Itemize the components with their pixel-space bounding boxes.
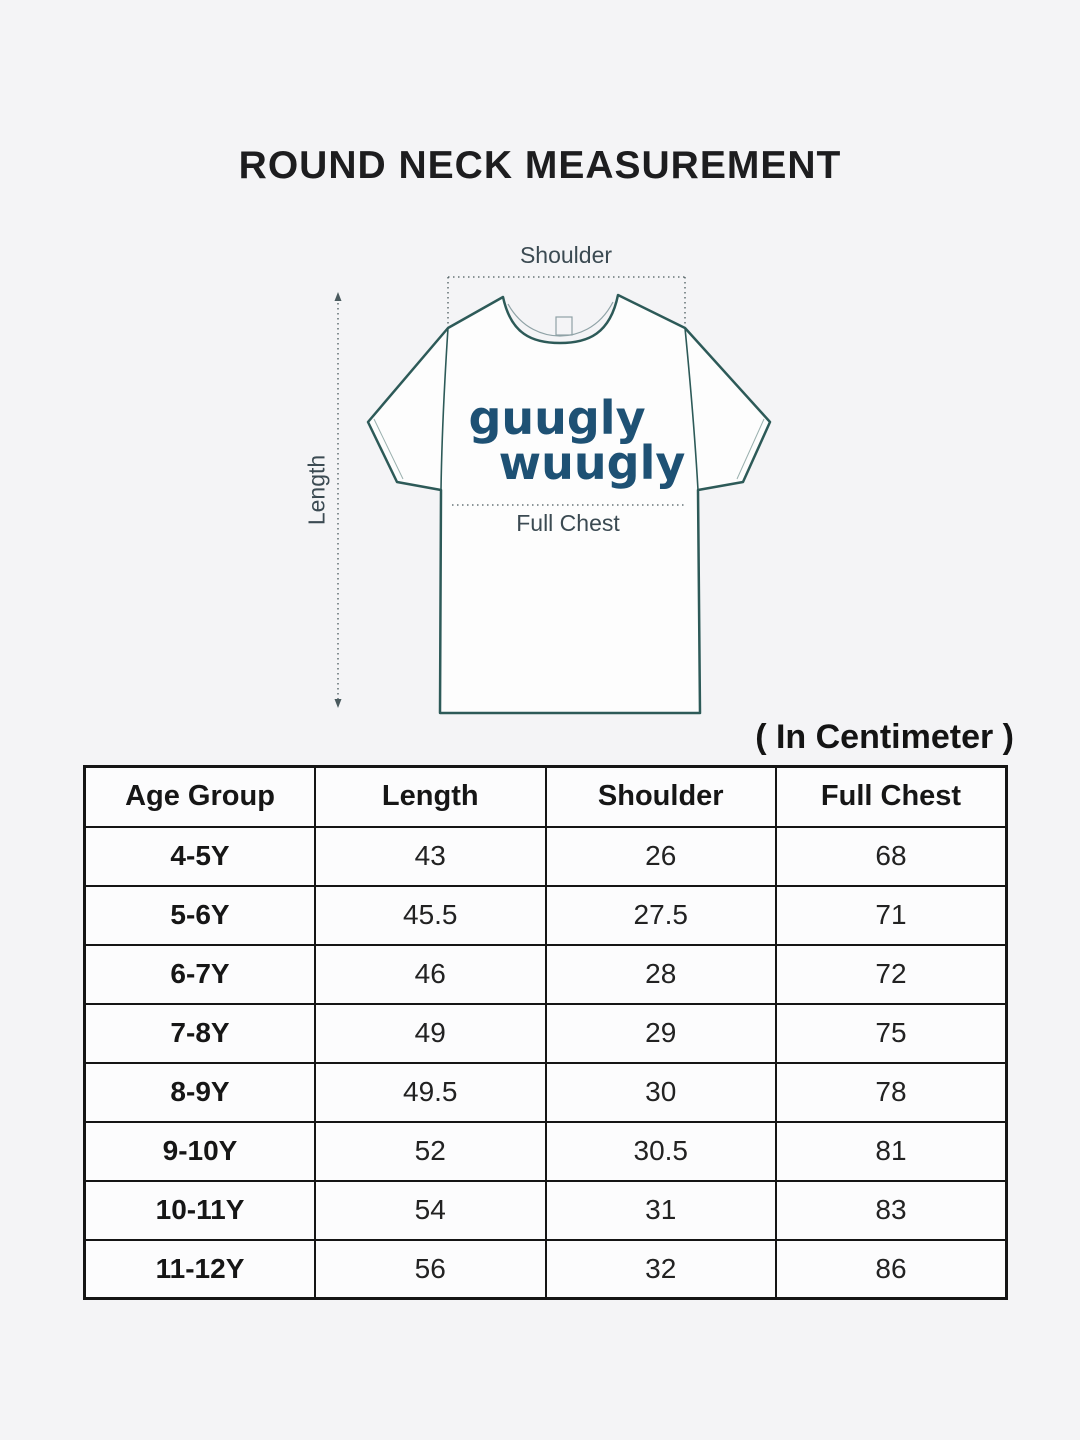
- collar-inner-line: [508, 302, 613, 336]
- length-dimension-label: Length: [303, 454, 330, 526]
- size-table-body: [85, 827, 1007, 1299]
- shoulder-cell: 30: [546, 1063, 777, 1122]
- tshirt-outline: [368, 295, 770, 713]
- length-cell: 52: [315, 1122, 546, 1181]
- length-cell: 54: [315, 1181, 546, 1240]
- size-table: [83, 765, 1008, 1300]
- full-chest-cell: 71: [776, 886, 1007, 945]
- age-group-cell: 6-7Y: [85, 945, 316, 1004]
- length-cell: 49.5: [315, 1063, 546, 1122]
- table-row: [85, 1122, 1007, 1181]
- length-cell: 46: [315, 945, 546, 1004]
- length-cell: 45.5: [315, 886, 546, 945]
- length-cell: 56: [315, 1240, 546, 1299]
- age-group-cell: 4-5Y: [85, 827, 316, 886]
- table-row: [85, 1240, 1007, 1299]
- length-arrow-top: [335, 292, 342, 301]
- age-group-cell: 11-12Y: [85, 1240, 316, 1299]
- shoulder-cell: 26: [546, 827, 777, 886]
- shoulder-dimension-label: Shoulder: [519, 242, 613, 268]
- brand-logo-line1: guugly: [468, 391, 646, 445]
- shoulder-cell: 31: [546, 1181, 777, 1240]
- full-chest-cell: 86: [776, 1240, 1007, 1299]
- full-chest-dimension-label: Full Chest: [516, 510, 620, 536]
- age-group-cell: 7-8Y: [85, 1004, 316, 1063]
- page-title: ROUND NECK MEASUREMENT: [238, 144, 842, 187]
- header-row: [85, 767, 1007, 827]
- full-chest-cell: 78: [776, 1063, 1007, 1122]
- shoulder-cell: 32: [546, 1240, 777, 1299]
- age-group-cell: 10-11Y: [85, 1181, 316, 1240]
- age-group-cell: 9-10Y: [85, 1122, 316, 1181]
- col-header-age-group: Age Group: [85, 767, 316, 827]
- table-row: [85, 886, 1007, 945]
- full-chest-cell: 68: [776, 827, 1007, 886]
- table-row: [85, 1004, 1007, 1063]
- table-row: [85, 1181, 1007, 1240]
- length-cell: 43: [315, 827, 546, 886]
- age-group-cell: 5-6Y: [85, 886, 316, 945]
- full-chest-cell: 81: [776, 1122, 1007, 1181]
- length-cell: 49: [315, 1004, 546, 1063]
- unit-note: ( In Centimeter ): [755, 718, 1014, 756]
- shoulder-cell: 30.5: [546, 1122, 777, 1181]
- age-group-cell: 8-9Y: [85, 1063, 316, 1122]
- table-row: [85, 945, 1007, 1004]
- col-header-shoulder: Shoulder: [546, 767, 777, 827]
- full-chest-cell: 83: [776, 1181, 1007, 1240]
- col-header-length: Length: [315, 767, 546, 827]
- length-arrow-bottom: [335, 699, 342, 708]
- brand-logo-line2: wuugly: [498, 436, 686, 490]
- col-header-full-chest: Full Chest: [776, 767, 1007, 827]
- full-chest-cell: 75: [776, 1004, 1007, 1063]
- collar-tag: [556, 317, 572, 335]
- shoulder-cell: 27.5: [546, 886, 777, 945]
- shoulder-cell: 28: [546, 945, 777, 1004]
- full-chest-cell: 72: [776, 945, 1007, 1004]
- table-row: [85, 1063, 1007, 1122]
- size-table-header: [85, 767, 1007, 827]
- tshirt-diagram: [300, 240, 800, 730]
- table-row: [85, 827, 1007, 886]
- shoulder-cell: 29: [546, 1004, 777, 1063]
